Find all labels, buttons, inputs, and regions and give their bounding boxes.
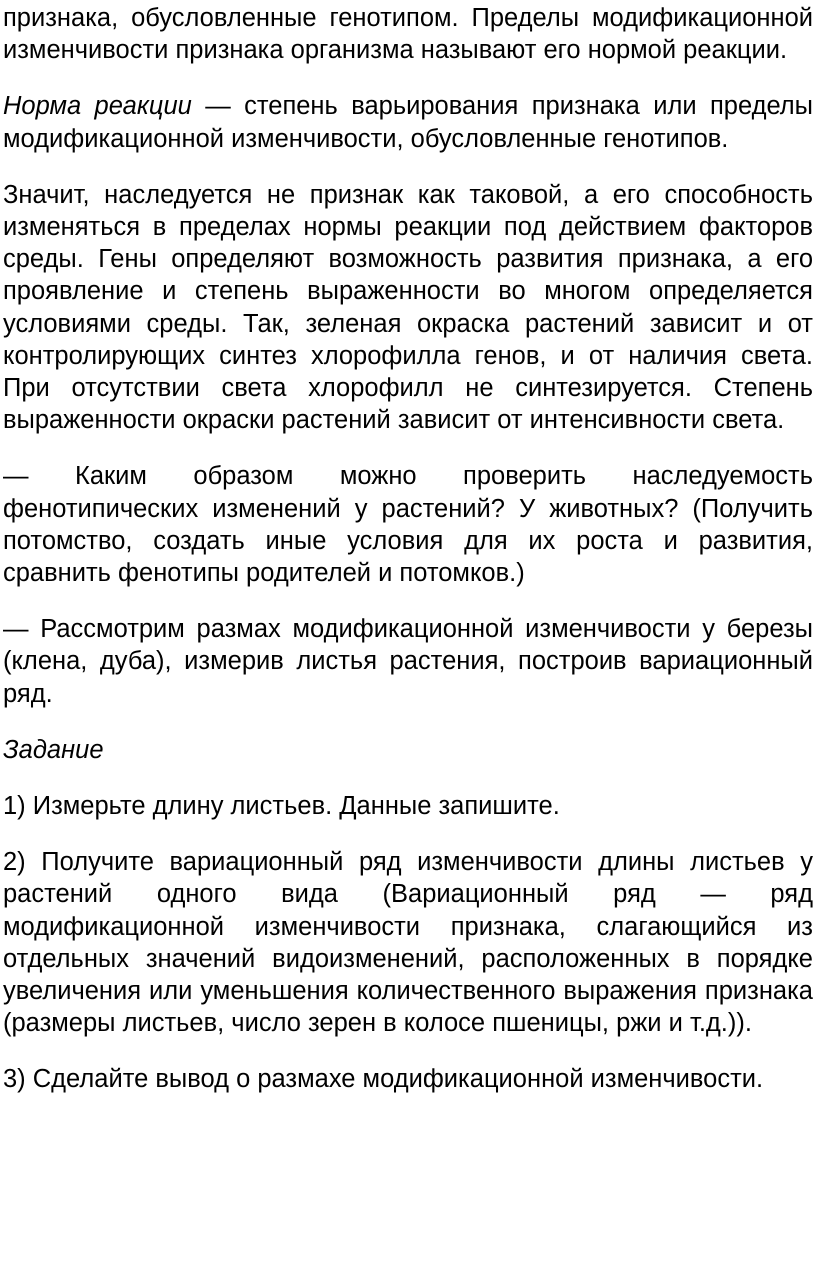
task-step-2: 2) Получите вариационный ряд изменчивости длины листьев у растений одного вида (Вариационный ряд — ряд модификационной изменчивости признака, слагающийся из отдельных значений видоизменений, расположенных в порядке увеличения или уменьшения количественного выражения признака (размеры листьев, число зерен в колосе пшеницы, ржи и т.д.)).	[3, 848, 813, 1038]
document-page	[3, 0, 813, 1120]
paragraph-question-heritability: — Каким образом можно проверить наследуемость фенотипических изменений у растений? У животных? (Получить потомство, создать иные условия для их роста и развития, сравнить фенотипы родителей и потомков.)	[3, 462, 813, 588]
paragraph-inheritance-explanation: Значит, наследуется не признак как таковой, а его способность изменяться в пределах нормы реакции под действием факторов среды. Гены определяют возможность развития признака, а его проявление и степень выраженности во многом определяется условиями среды. Так, зеленая окраска растений зависит и от контролирующих синтез хлорофилла генов, и от наличия света. При отсутствии света хлорофилл не синтезируется. Степень выраженности окраски растений зависит от интенсивности света.	[3, 180, 813, 435]
paragraph-consider-variability: — Рассмотрим размах модификационной изменчивости у березы (клена, дуба), измерив листья растения, построив вариационный ряд.	[3, 615, 813, 708]
task-heading: Задание	[3, 735, 104, 764]
term-reaction-norm: Норма реакции	[3, 92, 192, 121]
definition-text: — степень варьирования признака или пределы модификационной изменчивости, обусловленные генотипов.	[3, 92, 814, 153]
paragraph-reaction-norm-intro: признака, обусловленные генотипом. Пределы модификационной изменчивости признака организма называют его нормой реакции.	[3, 4, 813, 65]
task-step-3: 3) Сделайте вывод о размахе модификационной изменчивости.	[3, 1065, 764, 1094]
paragraph-reaction-norm-definition	[3, 90, 813, 154]
task-step-1: 1) Измерьте длину листьев. Данные запишите.	[3, 792, 560, 821]
